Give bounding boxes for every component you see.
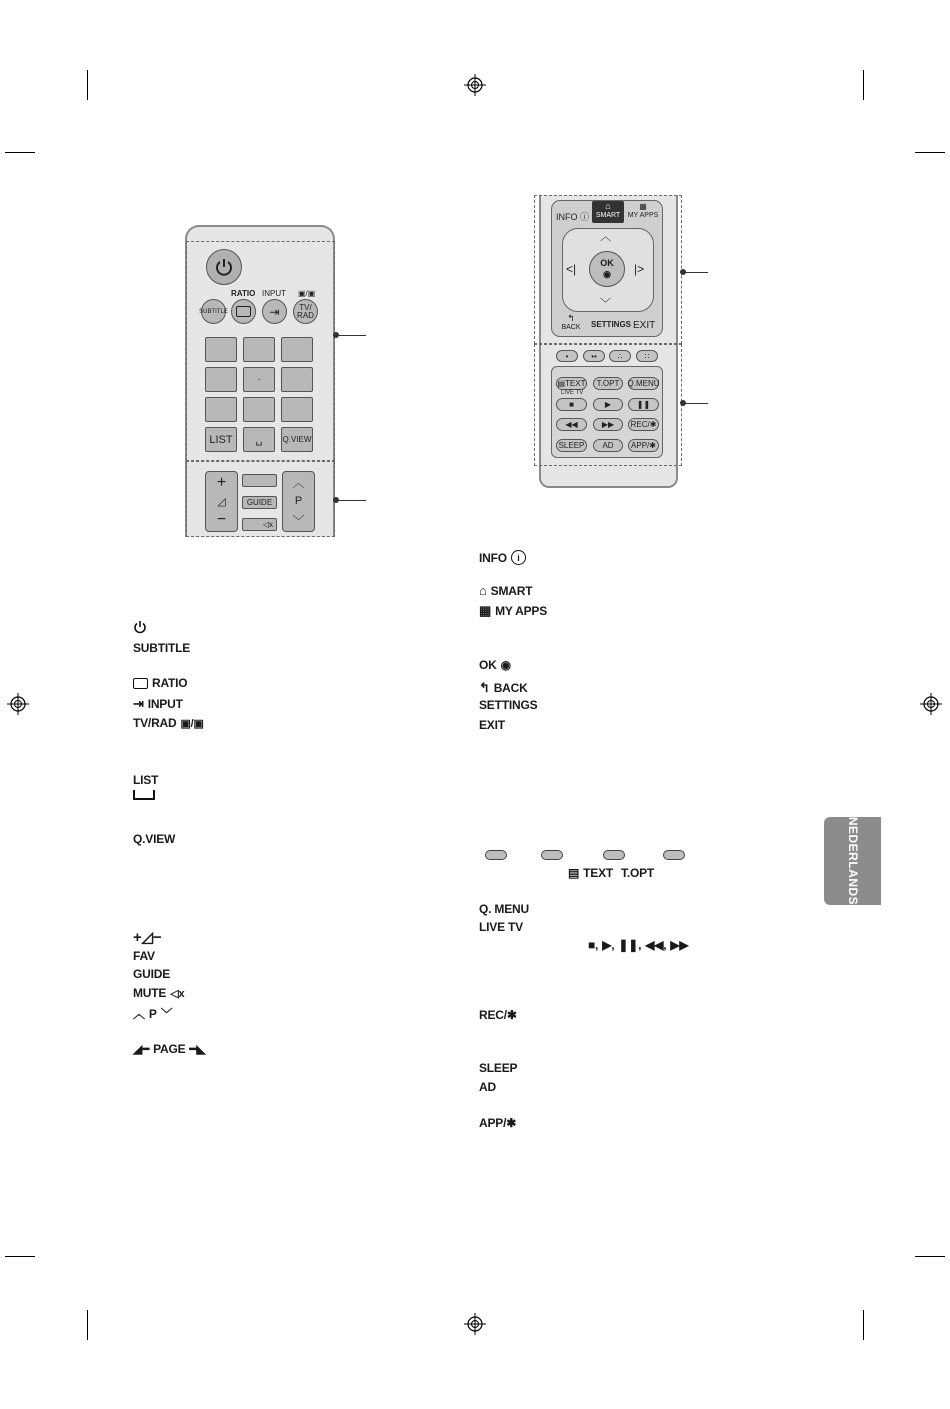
home-icon: ⌂ — [605, 201, 611, 211]
rewind-icon: ◀◀, — [645, 938, 667, 952]
exit-button[interactable]: EXIT — [633, 320, 656, 331]
play-icon: ▶, — [602, 938, 615, 952]
apps-grid-icon: ▦ — [479, 603, 492, 618]
program-label: P — [294, 495, 303, 508]
green-color-icon — [541, 850, 563, 860]
legend-list: LIST — [133, 773, 159, 787]
blue-color-button[interactable]: ∷ — [636, 350, 658, 362]
topt-button[interactable]: T.OPT — [593, 377, 623, 390]
language-tab-label: NEDERLANDS — [845, 816, 860, 906]
space-button[interactable]: ␣ — [243, 427, 275, 452]
text-icon: ▤ — [557, 379, 566, 388]
chevron-up-icon: ︿ — [133, 1007, 145, 1021]
legend-playback-icons — [588, 938, 688, 952]
mute-icon: ◁x — [262, 520, 273, 529]
chevron-up-icon: ︿ — [292, 476, 305, 491]
ratio-icon — [133, 678, 148, 689]
program-rocker[interactable] — [282, 471, 315, 532]
play-button[interactable] — [593, 398, 623, 411]
space-icon — [133, 790, 155, 800]
yellow-color-icon — [603, 850, 625, 860]
smart-button[interactable] — [592, 201, 624, 223]
smart-label: SMART — [595, 212, 621, 219]
app-button[interactable]: APP/✱ — [628, 439, 659, 452]
myapps-button[interactable] — [627, 202, 659, 223]
power-icon — [133, 620, 147, 634]
tv-radio-icon: ▣/▣ — [180, 717, 204, 730]
registration-mark-icon — [464, 74, 486, 96]
legend-settings: SETTINGS — [479, 698, 538, 712]
info-icon: i — [511, 550, 526, 565]
legend-page: ◢━ PAGE ━◣ — [133, 1042, 206, 1056]
list-button[interactable]: LIST — [205, 427, 237, 452]
back-label: BACK — [561, 324, 581, 331]
mute-button[interactable] — [242, 518, 277, 531]
ratio-button[interactable] — [231, 299, 256, 324]
language-tab — [824, 817, 881, 905]
legend-power — [133, 620, 147, 634]
legend-input: ⇥ INPUT — [133, 696, 183, 711]
legend-livetv: LIVE TV — [479, 920, 523, 934]
red-color-icon — [485, 850, 507, 860]
qview-button[interactable]: Q.VIEW — [281, 427, 313, 452]
page-right-icon: ━◣ — [189, 1042, 206, 1056]
ok-button[interactable] — [589, 251, 625, 287]
legend-subtitle: SUBTITLE — [133, 641, 191, 655]
chevron-down-icon: ﹀ — [160, 1007, 173, 1021]
number-button[interactable] — [243, 337, 275, 362]
rec-button[interactable]: REC/✱ — [628, 418, 659, 431]
power-button[interactable] — [206, 249, 242, 285]
legend-program: ︿ P ﹀ — [133, 1006, 173, 1021]
ratio-icon — [236, 306, 251, 317]
back-button[interactable] — [556, 314, 586, 334]
chevron-left-icon[interactable]: <| — [566, 262, 577, 276]
volume-icon: ◿ — [217, 495, 226, 508]
legend-color-buttons — [485, 850, 685, 860]
registration-mark-icon — [920, 693, 942, 715]
registration-mark-icon — [7, 693, 29, 715]
back-arrow-icon: ↰ — [567, 313, 575, 323]
rewind-button[interactable] — [556, 418, 587, 431]
tvrad-button[interactable]: TV/ RAD — [293, 299, 318, 324]
number-button[interactable] — [205, 367, 237, 392]
legend-smart: ⌂ SMART — [479, 583, 533, 598]
number-button[interactable] — [281, 337, 313, 362]
apps-grid-icon: ▦ — [639, 202, 647, 211]
sleep-button[interactable]: SLEEP — [556, 439, 587, 452]
input-button[interactable] — [262, 299, 287, 324]
fast-forward-icon: ▶▶ — [601, 420, 615, 429]
legend-guide: GUIDE — [133, 967, 171, 981]
volume-up-icon: + — [216, 473, 227, 491]
number-button[interactable]: · — [243, 367, 275, 392]
text-icon: ▤ — [568, 866, 580, 880]
red-color-button[interactable]: • — [556, 350, 578, 362]
pause-button[interactable] — [628, 398, 659, 411]
number-button[interactable] — [205, 397, 237, 422]
text-label: TEXT — [565, 379, 586, 388]
yellow-color-button[interactable]: ∴ — [609, 350, 631, 362]
back-arrow-icon: ↰ — [479, 680, 490, 695]
legend-volume — [133, 928, 161, 946]
ok-circle-icon: ◉ — [603, 269, 611, 279]
subtitle-button[interactable]: SUBTITLE — [201, 299, 226, 324]
info-button[interactable]: INFO ⓘ — [556, 212, 589, 222]
power-icon — [214, 257, 234, 277]
fast-forward-button[interactable] — [593, 418, 623, 431]
input-icon: ⇥ — [133, 696, 144, 711]
number-button[interactable] — [243, 397, 275, 422]
registration-mark-icon — [464, 1313, 486, 1335]
ratio-label: RATIO — [231, 289, 256, 298]
legend-exit: EXIT — [479, 718, 505, 732]
ok-circle-icon: ◉ — [500, 658, 511, 672]
legend-back: ↰ BACK — [479, 680, 528, 695]
play-icon: ▶ — [604, 400, 612, 409]
legend-ad: AD — [479, 1080, 496, 1094]
guide-button[interactable]: GUIDE — [242, 496, 277, 509]
volume-icon: +◿− — [133, 929, 162, 946]
chevron-down-icon: ﹀ — [292, 513, 305, 528]
legend-app: APP/✱ — [479, 1116, 517, 1130]
chevron-up-icon[interactable]: ︿ — [600, 231, 611, 243]
text-button[interactable] — [556, 377, 587, 390]
legend-fav: FAV — [133, 949, 155, 963]
volume-down-icon: − — [216, 511, 227, 529]
legend-rec: REC/✱ — [479, 1008, 517, 1022]
tvrad-icon: ▣/▣ — [298, 289, 316, 298]
chevron-down-icon[interactable]: ﹀ — [600, 298, 611, 310]
home-icon: ⌂ — [479, 583, 487, 598]
mute-icon: ◁x — [170, 987, 185, 1000]
input-label: INPUT — [262, 289, 286, 298]
legend-info: INFO i — [479, 550, 526, 565]
stop-icon: ■, — [588, 938, 599, 952]
blue-color-icon — [663, 850, 685, 860]
chevron-right-icon[interactable]: |> — [634, 262, 645, 276]
legend-ok: OK ◉ — [479, 658, 511, 672]
legend-mute: MUTE ◁x — [133, 986, 185, 1000]
volume-rocker[interactable] — [205, 471, 238, 532]
legend-sleep: SLEEP — [479, 1061, 518, 1075]
number-button[interactable] — [205, 337, 237, 362]
legend-qview: Q.VIEW — [133, 832, 176, 846]
legend-text-topt: ▤ TEXT T.OPT — [568, 866, 655, 880]
fast-forward-icon: ▶▶ — [670, 938, 689, 952]
green-color-button[interactable]: •• — [583, 350, 605, 362]
number-button[interactable] — [281, 367, 313, 392]
ok-label: OK — [600, 258, 614, 268]
ad-button[interactable]: AD — [593, 439, 623, 452]
pause-icon: ❚❚, — [618, 938, 642, 952]
stop-icon: ■ — [569, 400, 574, 409]
rewind-icon: ◀◀ — [565, 420, 578, 429]
legend-ratio: RATIO — [133, 676, 187, 690]
pause-icon: ❚❚ — [636, 400, 651, 409]
qmenu-button[interactable]: Q.MENU — [627, 379, 660, 388]
input-icon: ⇥ — [269, 304, 280, 319]
stop-button[interactable] — [556, 398, 587, 411]
livetv-label: LIVE TV — [561, 390, 584, 396]
legend-qmenu: Q. MENU — [479, 902, 529, 916]
page-left-icon: ◢━ — [133, 1042, 150, 1056]
legend-myapps: ▦ MY APPS — [479, 603, 548, 618]
legend-space — [133, 790, 155, 800]
settings-button[interactable]: SETTINGS — [591, 320, 632, 329]
fav-button[interactable] — [242, 474, 277, 487]
legend-tvrad: TV/RAD ▣/▣ — [133, 716, 204, 730]
myapps-label: MY APPS — [627, 212, 659, 219]
number-button[interactable] — [281, 397, 313, 422]
